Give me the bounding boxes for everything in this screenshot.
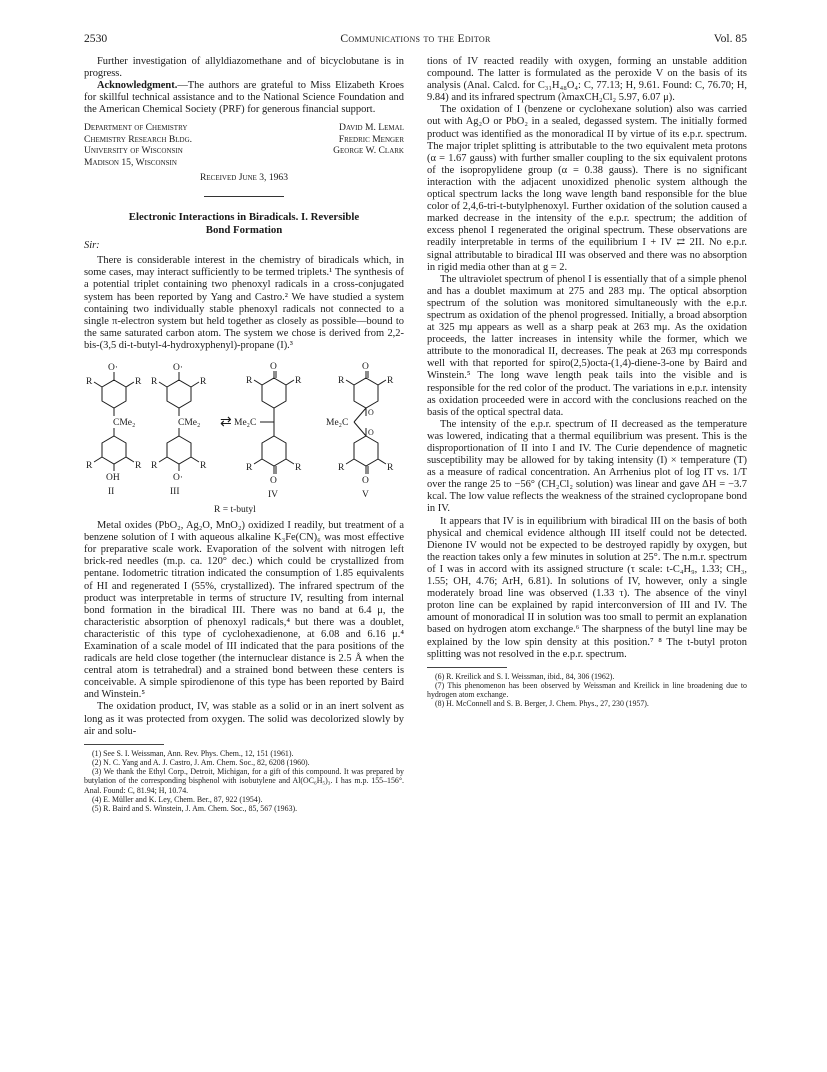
author-name: Fredric Menger [338,133,404,145]
institution-address [84,122,192,168]
paragraph: The oxidation product, IV, was stable as a solid or in an inert solvent as long as it was protected from oxygen. The solid was decolorized slowly by air and solu- [84,701,404,737]
struct-peroxide-oxygen: O [368,408,374,418]
struct-oxygen: O [362,476,369,487]
paragraph: The ultraviolet spectrum of phenol I is essentially that of a simple phenol and has a doublet maximum at 275 and 283 mμ. The optical absorption spectrum of the solution was monitored simultaneously with the e.p.r. spectrum as oxidation of the phenol progressed. Initially, a broad absorption at 325 mμ appears as well as a sharp peak at 263 mμ. As the oxidation proceeds, the latter increases in intensity while the former, which we attribute to the monoradical II, decreases. The peak at 263 mμ corresponds well with that reported for spiro(2,5)octa-(1,4)-diene-3-one by Baird and Winstein.⁵ The long wave length peak tails into the visible and is responsible for the red color of the product. The variations in e.p.r. intensity as oxidation proceeded were in accord with the conclusions reached on the basis of the optical spectral data. [427,273,747,418]
paragraph: There is considerable interest in the chemistry of biradicals which, in some cases, may interact sufficiently to be termed triplets.¹ The synthesis of a potential triplet containing two phenoxyl radicals in a cross-conjugated system has been reported by Yang and Castro.² We have studied a system containing two individually stable phenoxyl radicals not connected to a single π-electron system but held together as closely as possible—bound to the same saturated carbon atom. The system we chose is derived from 2,2-bis-(3,5 di-t-butyl-4-hydroxyphenyl)-propane (I).³ [84,255,404,351]
struct-r-group: R [86,377,93,388]
paragraph: The oxidation of I (benzene or cyclohexane solution) also was carried out with Ag₂O or PbO₂ in a sealed, degassed system. The initially formed product was identified as the monoradical II by virtue of its e.p.r. spectrum. The major triplet splitting is attributable to the two equivalent meta protons (α = 1.67 gauss) with further smaller coupling to the six equivalent protons of the isopropylidene group (α = 0.38 gauss). There is no significant interaction with the adjacent unoxidized phenolic system although the optical spectrum lacks the long wave length band responsible for the blue color of 2,4,6-tri-t-butylphenoxyl. Further oxidation of the solution caused a marked decrease in the intensity of the e.p.r. spectrum; the addition of excess phenol I regenerated the original spectrum. These observations are readily interpretable in terms of the equilibrium I + IV ⇄ 2II. No e.p.r. signal attributable to biradical III was observed and there was no absorption in rigid media other than at g = 2. [427,104,747,273]
struct-r-group: R [135,461,142,472]
footnote: (7) This phenomenon has been observed by Weissman and Kreilick in line broadening due to hydrogen atom exchange. [427,680,747,700]
struct-r-group: R [135,377,142,388]
page-number: 2530 [84,32,108,45]
received-date: Received June 3, 1963 [199,172,289,184]
struct-r-group: R [387,376,394,387]
paragraph: Metal oxides (PbO₂, Ag₂O, MnO₂) oxidized I readily, but treatment of a benzene solution of I with aqueous alkaline K₃Fe(CN)₆ was most effective for preparative scale work. Evaporation of the solvent with nitrogen left brick-red needles (m.p. ca. 120° dec.) which could be crystallized from pentane. Iodometric titration indicated the consumption of 1.85 equivalents of HI and regenerated I (55%, crystallized). The infrared spectrum of the product was interpretable in terms of structure IV, resulting from internal bond formation in the biradical III. There was no band at 6.4 μ, the characteristic absorption of phenoxyl radicals,⁴ but there was a doublet, characteristic of this type of cyclohexadienone, at 6.08 and 6.16 μ.⁴ Examination of a scale model of III indicated that the para positions of the radicals are held close together (the internuclear distance is 2.5 Å when the central atom is tetrahedral) and a strained bond between these centers is conceivable. A simple spirodienone of this type has been reported by Baird and Winstein.⁵ [84,520,404,701]
author-address-block [84,122,404,168]
title-line: Electronic Interactions in Biradicals. I. Reversible [128,211,360,224]
author-name: David M. Lemal [339,122,404,134]
struct-oxy-radical: O· [173,363,184,374]
struct-cme2: CMe₂ [178,418,201,429]
paragraph: Further investigation of allyldiazomethane and of bicyclobutane is in progress. [84,56,404,80]
acknowledgment [84,80,404,116]
struct-label-ii: II [108,487,115,498]
struct-caption: R = t-butyl [214,505,256,516]
ack-label: Acknowledgment. [97,80,178,92]
struct-peroxide-oxygen: O [368,428,374,438]
section-divider [204,196,284,197]
paragraph: It appears that IV is in equilibrium with biradical III on the basis of both physical and chemical evidence although III itself could not be detected. Dienone IV would not be expected to be destroyed rapidly by oxygen, but the reaction takes only a few minutes in solution at 25°. The n.m.r. spectrum of I was in accord with its assigned structure (τ scale: t-C₄H₉, 1.33; CH₃, 1.55; OH, 4.76; ArH, 6.81). In solutions of IV, however, only a single moderately broad line was observed (1.33 τ). The absence of the vinyl proton line can be explained by rapid interconversion of III and IV. The amount of monoradical II in solution was too small to permit an explanation based on hydrogen atom exchange.⁶ The sharpness of the butyl line may be explained by the low spin density at this position.⁷ ⁸ The t-butyl proton splitting was not resolved in the e.p.r. spectrum. [427,515,747,660]
salutation: Sir: [84,240,100,252]
author-name: George W. Clark [333,145,404,157]
footnote: (5) R. Baird and S. Winstein, J. Am. Chem. Soc., 85, 567 (1963). [92,803,298,813]
struct-me2c: Me₂C [234,418,257,429]
struct-r-group: R [295,376,302,387]
author-names [333,122,404,168]
struct-oxy-radical: O· [108,363,119,374]
struct-label-v: V [362,490,369,501]
title-line: Bond Formation [205,224,283,237]
footnote-divider [84,744,164,745]
address-line: University of Wisconsin [84,145,183,157]
paragraph: tions of IV reacted readily with oxygen, forming an unstable addition compound. The latter is formulated as the peroxide V on the basis of its analysis (Anal. Calcd. for C₃₁H₄₈O₄: C, 77.13; H, 9.61. Found: C, 76.70; H, 9.84) and its infrared spectrum (λmaxCH₂Cl₂ 5.97, 6.07 μ). [427,56,747,104]
address-line: Chemistry Research Bldg. [84,133,193,145]
footnote-divider [427,667,507,668]
struct-r-group: R [338,376,345,387]
address-line: Department of Chemistry [84,122,188,134]
struct-oxygen: O [362,362,369,373]
structures-drawing [84,358,404,516]
struct-r-group: R [338,463,345,474]
struct-oxygen: O [270,476,277,487]
struct-r-group: R [246,376,253,387]
struct-r-group: R [151,377,158,388]
struct-label-iv: IV [268,490,279,501]
struct-cme2: CMe₂ [113,418,136,429]
footnote: (8) H. McConnell and S. B. Berger, J. Chem. Phys., 27, 230 (1957). [435,699,649,709]
chemical-structures-figure [84,358,404,516]
paragraph: The intensity of the e.p.r. spectrum of II decreased as the temperature was lowered, indicating that a thermal equilibrium was present. This is the disproportionation of II into I and IV. The Curie dependence of magnetic susceptibility may be allowed for by taking intensity (I) × temperature (T) as a measure of radical concentration. An Arrhenius plot of log IT vs. 1/T over the range 25 to −56° (CH₂Cl₂ solution) was linear and gave ΔH = −3.7 kcal. The low value reflects the weakness of the strained cyclopropane bond in IV. [427,418,747,515]
left-column [84,56,404,813]
struct-r-group: R [200,461,207,472]
struct-oxy-radical: O· [173,473,184,484]
footnote: (1) See S. I. Weissman, Ann. Rev. Phys. Chem., 12, 151 (1961). [92,748,294,758]
article-title [84,211,404,237]
struct-oxygen: O [270,362,277,373]
struct-r-group: R [86,461,93,472]
struct-r-group: R [246,463,253,474]
right-column [427,56,747,709]
struct-r-group: R [151,461,158,472]
footnote: (2) N. C. Yang and A. J. Castro, J. Am. Chem. Soc., 82, 6208 (1960). [92,757,310,767]
footnote: (6) R. Kreilick and S. I. Weissman, ibid., 84, 306 (1962). [435,671,615,681]
address-line: Madison 15, Wisconsin [84,156,177,168]
footnote: (3) We thank the Ethyl Corp., Detroit, Michigan, for a gift of this compound. It was prepared by butylation of the corresponding bisphenol with isobutylene and Al(OC₆H₅)₃. I has m.p. 155–156°. Anal. Found: C, 81.94; H, 10.74. [84,767,404,795]
struct-r-group: R [200,377,207,388]
journal-section: Communications to the Editor [340,32,491,45]
struct-me2c: Me₂C [326,418,349,429]
struct-hydroxyl: OH [106,473,120,484]
equilibrium-arrows: ⇄ [220,415,232,431]
volume-number: Vol. 85 [713,32,747,45]
footnote: (4) E. Müller and K. Ley, Chem. Ber., 87, 922 (1954). [92,794,263,804]
struct-r-group: R [295,463,302,474]
struct-r-group: R [387,463,394,474]
struct-label-iii: III [170,487,180,498]
ack-text: —The authors are grateful to Miss Elizabeth Kroes for skillful technical assistance and to the National Science Foundation and the American Chemical Society (PRF) for generous financial support. [84,80,404,116]
